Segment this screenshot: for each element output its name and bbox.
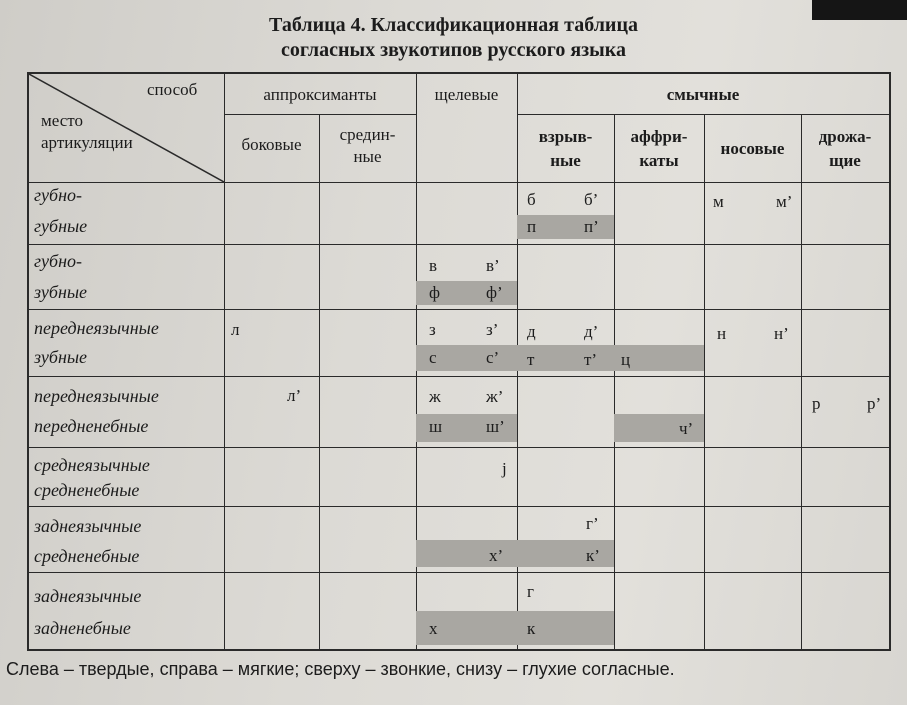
phoneme-r-soft: р’ <box>867 394 882 413</box>
phoneme-t: т <box>527 350 535 369</box>
row-label-4b: передненебные <box>34 416 149 436</box>
row-label-6a: заднеязычные <box>34 516 142 536</box>
row-label-2b: зубные <box>34 282 88 302</box>
header-approximants: аппроксиманты <box>263 85 377 104</box>
row-label-1b: губные <box>34 216 88 236</box>
phoneme-m: м <box>713 192 724 211</box>
consonant-table <box>27 72 891 651</box>
row-label-6b: средненебные <box>34 546 140 566</box>
header-affricate-1: аффри- <box>630 127 688 146</box>
phoneme-s-soft: с’ <box>486 348 500 367</box>
phoneme-zh-soft: ж’ <box>486 387 504 406</box>
phoneme-sh-soft: ш’ <box>486 417 505 436</box>
table-title-line2: согласных звукотипов русского языка <box>280 39 627 61</box>
row-label-5a: среднеязычные <box>34 455 150 475</box>
table-title-line1: Таблица 4. Классификационная таблица <box>269 14 638 36</box>
phoneme-s: с <box>429 348 437 367</box>
phoneme-t-soft: т’ <box>584 350 598 369</box>
header-stops: смычные <box>666 85 740 104</box>
phoneme-z-soft: з’ <box>486 320 499 339</box>
header-nasal: носовые <box>720 139 785 158</box>
header-place-1: место <box>41 111 83 130</box>
phoneme-ts: ц <box>621 350 631 369</box>
phoneme-f-soft: ф’ <box>486 283 503 302</box>
phoneme-n: н <box>717 324 727 343</box>
phoneme-z: з <box>429 320 436 339</box>
phoneme-d-soft: д’ <box>584 322 599 341</box>
phoneme-ch: ч’ <box>679 419 694 438</box>
phoneme-f: ф <box>429 283 441 302</box>
phoneme-g-soft: г’ <box>586 514 599 533</box>
header-fricatives: щелевые <box>434 85 499 104</box>
header-plosive-1: взрыв- <box>538 127 593 146</box>
row-label-3b: зубные <box>34 347 88 367</box>
phoneme-l-soft: л’ <box>287 386 302 405</box>
row-label-2a: губно- <box>34 251 82 271</box>
phoneme-b: б <box>527 190 536 209</box>
row-label-1a: губно- <box>34 185 82 205</box>
row-label-5b: средненебные <box>34 480 140 500</box>
header-place-2: артикуляции <box>41 133 133 152</box>
phoneme-v: в <box>429 256 438 275</box>
phoneme-kh-soft: х’ <box>489 546 504 565</box>
phoneme-p-soft: п’ <box>584 217 599 236</box>
phoneme-kh: х <box>429 619 438 638</box>
header-median-1: средин- <box>339 125 396 144</box>
header-plosive-2: ные <box>550 151 581 170</box>
header-trill-2: щие <box>829 151 861 170</box>
phoneme-j: j <box>502 459 507 478</box>
row-label-4a: переднеязычные <box>34 386 159 406</box>
row-label-7a: заднеязычные <box>34 586 142 606</box>
phoneme-n-soft: н’ <box>774 324 789 343</box>
phoneme-g: г <box>527 582 534 601</box>
header-median-2: ные <box>353 147 382 166</box>
phoneme-zh: ж <box>429 387 441 406</box>
header-lateral: боковые <box>241 135 302 154</box>
table-caption: Слева – твердые, справа – мягкие; сверху – звонкие, снизу – глухие согласные. <box>6 659 675 679</box>
phoneme-sh: ш <box>429 417 443 436</box>
phoneme-l: л <box>231 320 240 339</box>
row-label-7b: задненебные <box>34 618 131 638</box>
phoneme-m-soft: м’ <box>776 192 793 211</box>
phoneme-k-soft: к’ <box>586 546 600 565</box>
phoneme-d: д <box>527 322 536 341</box>
header-method: способ <box>147 80 198 99</box>
phoneme-k: к <box>527 619 536 638</box>
row-label-3a: переднеязычные <box>34 318 159 338</box>
phoneme-r: р <box>812 394 821 413</box>
phoneme-b-soft: б’ <box>584 190 599 209</box>
phoneme-v-soft: в’ <box>486 256 500 275</box>
phoneme-p: п <box>527 217 537 236</box>
header-trill-1: дрожа- <box>818 127 872 146</box>
header-affricate-2: каты <box>639 151 679 170</box>
